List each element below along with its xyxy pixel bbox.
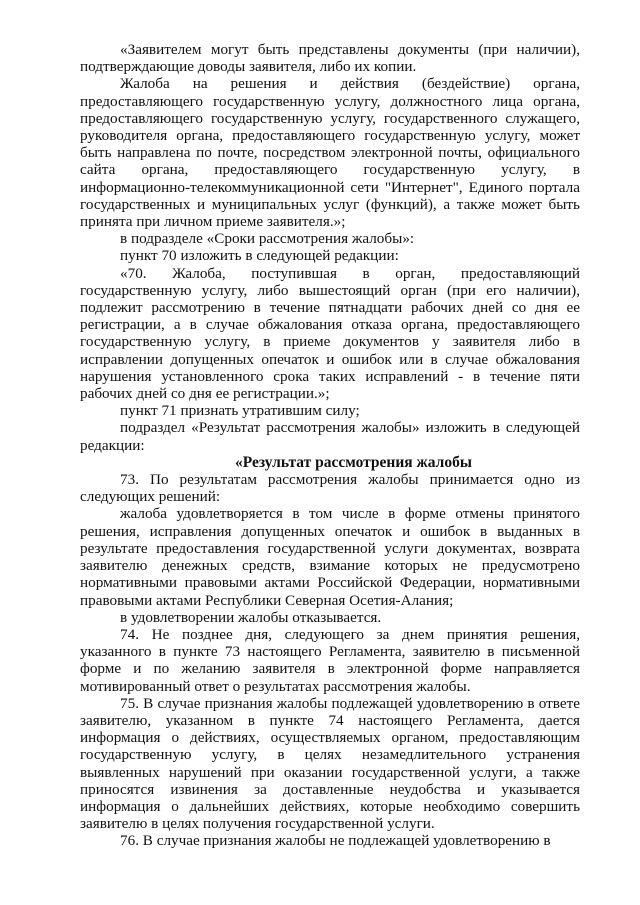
document-body [80,41,580,850]
paragraph: «Заявителем могут быть представлены документы (при наличии), подтверждающие доводы заявителя, либо их копии. [80,41,580,76]
paragraph: жалоба удовлетворяется в том числе в форме отмены принятого решения, исправления допущенных опечаток и ошибок в выданных в результате предоставления государственной услуги документах, возврата заявителю денежных средств, взимание которых не предусмотрено нормативными правовыми актами Российской Федерации, нормативными правовыми актами Республики Северная Осетия-Алания; [80,505,580,609]
paragraph: 73. По результатам рассмотрения жалобы принимается одно из следующих решений: [80,471,580,506]
paragraph: 74. Не позднее дня, следующего за днем принятия решения, указанного в пункте 73 настоящего Регламента, заявителю в письменной форме и по желанию заявителя в электронной форме направляется мотивированный ответ о результатах рассмотрения жалобы. [80,625,580,695]
paragraph: 75. В случае признания жалобы подлежащей удовлетворению в ответе заявителю, указанном в пункте 74 настоящего Регламента, дается информация о действиях, осуществляемых органом, предоставляющим государственную услугу, в целях незамедлительного устранения выявленных нарушений при оказании государственной услуги, а также приносятся извинения за доставленные неудобства и указывается информация о дальнейших действиях, которые необходимо совершить заявителю в целях получения государственной услуги. [80,694,580,833]
paragraph: 76. В случае признания жалобы не подлежащей удовлетворению в [120,832,551,850]
section-heading: «Результат рассмотрения жалобы [235,453,472,471]
paragraph: пункт 71 признать утратившим силу; [120,402,360,420]
paragraph: «70. Жалоба, поступившая в орган, предоставляющий государственную услугу, либо вышестоящий орган (при его наличии), подлежит рассмотрению в течение пятнадцати рабочих дней со дня ее регистрации, а в случае обжалования отказа органа, предоставляющего государственную услугу, в приеме документов у заявителя либо в исправлении допущенных опечаток и ошибок или в случае обжалования нарушения установленного срока таких исправлений - в течение пяти рабочих дней со дня ее регистрации.»; [80,264,580,403]
paragraph: подраздел «Результат рассмотрения жалобы» изложить в следующей редакции: [80,419,580,454]
paragraph: пункт 70 изложить в следующей редакции: [120,247,399,265]
paragraph: в удовлетворении жалобы отказывается. [120,608,382,626]
paragraph: в подразделе «Сроки рассмотрения жалобы»: [120,230,415,248]
paragraph: Жалоба на решения и действия (бездействие) органа, предоставляющего государственную услугу, должностного лица органа, предоставляющего государственную услугу, государственного служащего, руководителя органа, предоставляющего государственную услугу, может быть направлена по почте, посредством электронной почты, официального сайта органа, предоставляющего государственную услугу, в информационно-телекоммуникационной сети "Интернет", Единого портала государственных и муниципальных услуг (функций), а также может быть принята при личном приеме заявителя.»; [80,75,580,231]
